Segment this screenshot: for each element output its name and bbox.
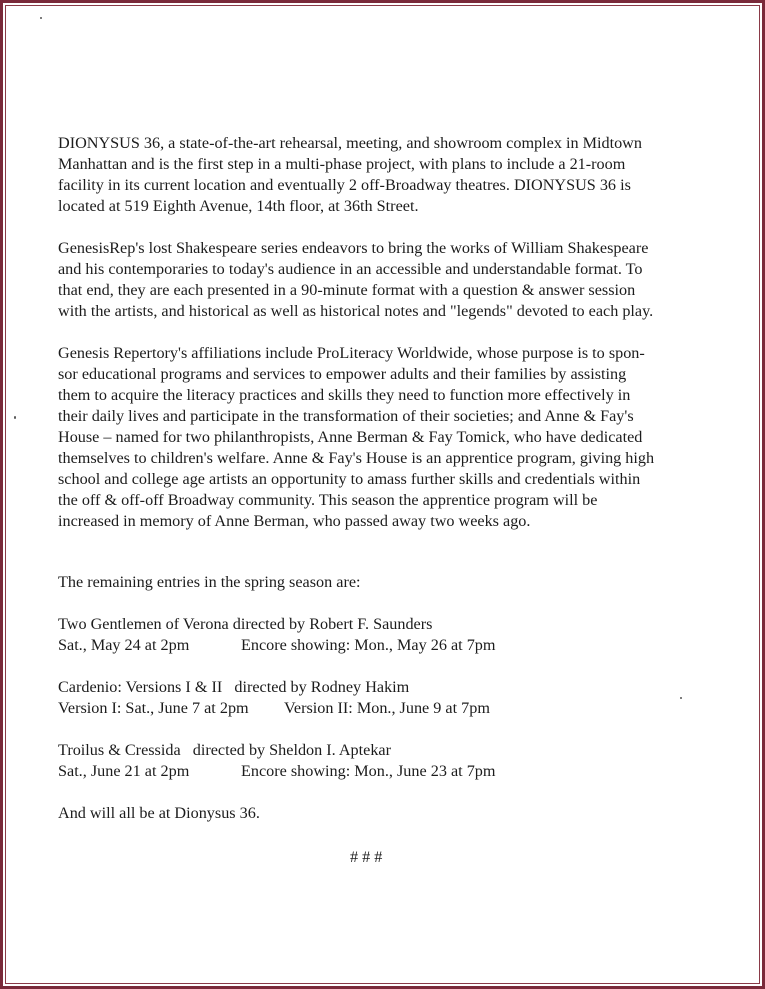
end-mark: # # # [350, 848, 383, 866]
text-line: them to acquire the literacy practices and skills they need to function more effectively in [58, 386, 631, 404]
season-intro: The remaining entries in the spring season are: [58, 573, 361, 591]
entry-dates [58, 698, 490, 719]
text-line: Genesis Repertory's affiliations include ProLiteracy Worldwide, whose purpose is to spon- [58, 344, 645, 362]
text-line: facility in its current location and eventually 2 off-Broadway theatres. DIONYSUS 36 is [58, 176, 631, 194]
entry-date-primary: Sat., May 24 at 2pm [58, 636, 190, 654]
paragraph-shakespeare-series [58, 238, 653, 322]
scan-speck [680, 697, 682, 699]
scan-speck [40, 17, 42, 19]
season-entry [58, 614, 496, 656]
entry-dates [58, 635, 496, 656]
entry-dates [58, 761, 496, 782]
entry-title: Two Gentlemen of Verona directed by Robert F. Saunders [58, 615, 433, 633]
text-line: DIONYSUS 36, a state-of-the-art rehearsal, meeting, and showroom complex in Midtown [58, 134, 642, 152]
text-line: school and college age artists an opportunity to amass further skills and credentials within [58, 470, 641, 488]
text-line: GenesisRep's lost Shakespeare series endeavors to bring the works of William Shakespeare [58, 239, 649, 257]
entry-title: Cardenio: Versions I & II directed by Rodney Hakim [58, 678, 410, 696]
season-entry [58, 677, 490, 719]
entry-date-secondary: Encore showing: Mon., June 23 at 7pm [241, 762, 496, 780]
text-line: that end, they are each presented in a 90-minute format with a question & answer session [58, 281, 636, 299]
text-line: House – named for two philanthropists, Anne Berman & Fay Tomick, who have dedicated [58, 428, 643, 446]
entry-title: Troilus & Cressida directed by Sheldon I. Aptekar [58, 741, 392, 759]
season-entry [58, 740, 496, 782]
entry-date-secondary: Version II: Mon., June 9 at 7pm [284, 699, 490, 717]
text-line: their daily lives and participate in the transformation of their societies; and Anne & Fay's [58, 407, 634, 425]
text-line: located at 519 Eighth Avenue, 14th floor, at 36th Street. [58, 197, 419, 215]
text-line: and his contemporaries to today's audience in an accessible and understandable format. To [58, 260, 643, 278]
entry-date-secondary: Encore showing: Mon., May 26 at 7pm [241, 636, 496, 654]
paragraph-affiliations [58, 343, 654, 532]
entry-date-primary: Version I: Sat., June 7 at 2pm [58, 699, 249, 717]
scan-speck [14, 416, 16, 419]
entry-date-primary: Sat., June 21 at 2pm [58, 762, 190, 780]
paragraph-dionysus [58, 133, 642, 217]
text-line: sor educational programs and services to empower adults and their families by assisting [58, 365, 627, 383]
text-line: with the artists, and historical as well as historical notes and "legends" devoted to each play. [58, 302, 654, 320]
text-line: the off & off-off Broadway community. This season the apprentice program will be [58, 491, 598, 509]
text-line: Manhattan and is the first step in a multi-phase project, with plans to include a 21-room [58, 155, 626, 173]
closing-line: And will all be at Dionysus 36. [58, 804, 260, 822]
text-line: themselves to children's welfare. Anne & Fay's House is an apprentice program, giving high [58, 449, 655, 467]
text-line: increased in memory of Anne Berman, who passed away two weeks ago. [58, 512, 531, 530]
